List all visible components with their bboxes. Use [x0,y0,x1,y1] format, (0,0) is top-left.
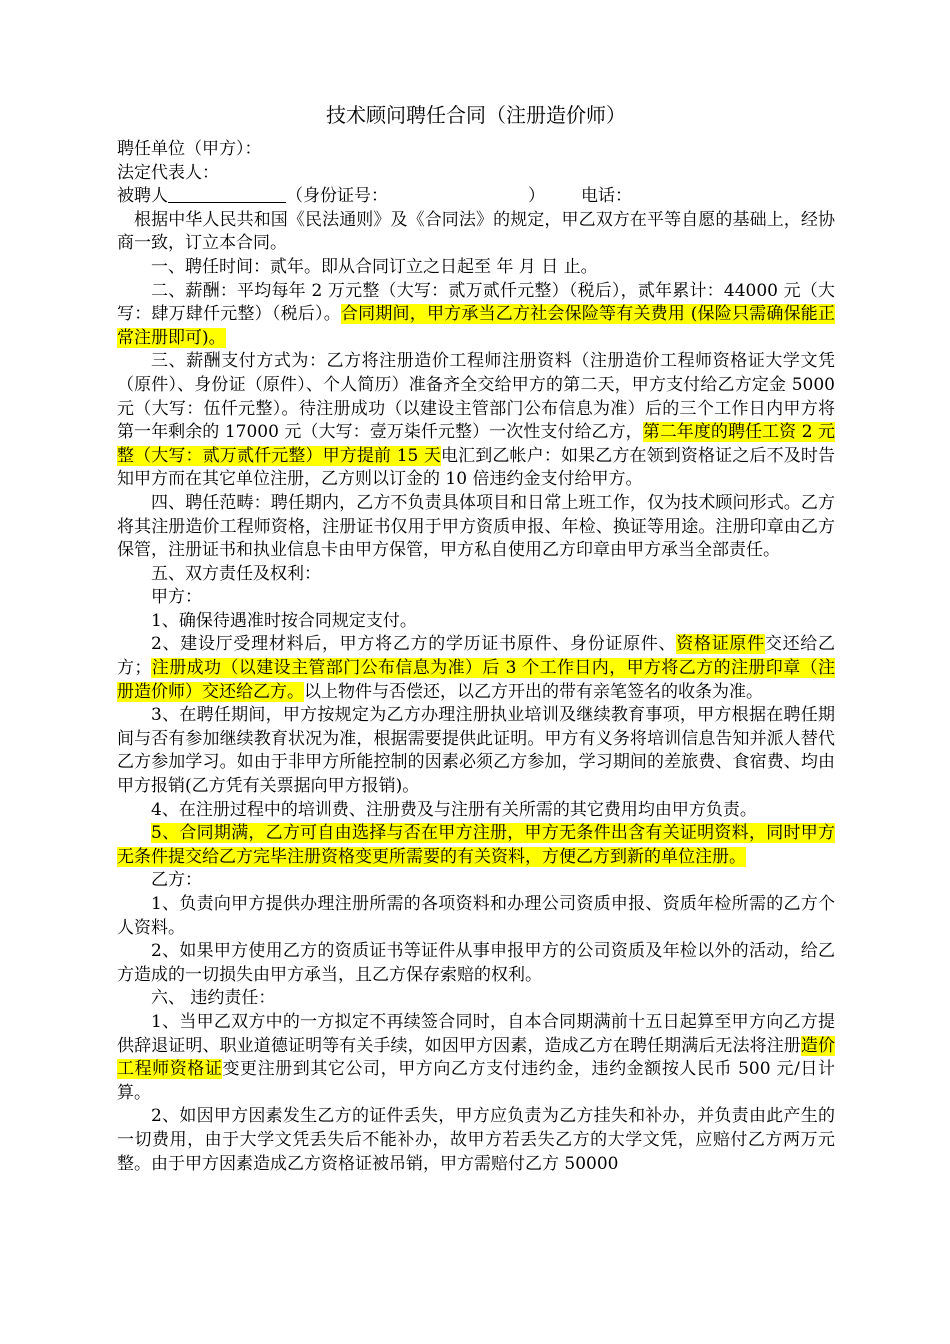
id-close: ） [528,186,545,207]
party-a-item-2-highlight-1: 资格证原件 [676,634,765,655]
party-b-item-1: 1、负责向甲方提供办理注册所需的各项资料和办理公司资质申报、资质年检所需的乙方个人资料。 [117,894,835,938]
section-1: 一、聘任时间：贰年。即从合同订立之日起至 年 月 日 止。 [151,256,598,277]
legal-rep-line: 法定代表人： [117,162,219,183]
section-2 [117,280,835,351]
party-a-item-2-text: 2、建设厅受理材料后，甲方将乙方的学历证书原件、身份证原件、 [151,634,677,655]
section-5-heading: 五、双方责任及权利： [151,563,321,584]
id-label: （身份证号： [286,186,388,207]
party-a-item-5 [117,822,835,869]
liability-item-2: 2、如因甲方因素发生乙方的证件丢失，甲方应负责为乙方挂失和补办，并负责由此产生的一切费用，由于大学文凭丢失后不能补办，故甲方若丢失乙方的大学文凭，应赔付乙方两万元整。由于甲方因素造成乙方资格证被吊销，甲方需赔付乙方 50000 [117,1106,835,1174]
party-a-heading: 甲方： [151,587,202,608]
employee-label: 被聘人 [117,186,168,207]
intro-paragraph: 根据中华人民共和国《民法通则》及《合同法》的规定，甲乙双方在平等自愿的基础上，经协商一致，订立本合同。 [117,209,835,254]
section-6-heading: 六、 违约责任： [151,988,276,1009]
section-3 [117,350,835,492]
liability-item-1-tail: 变更注册到其它公司，甲方向乙方支付违约金，违约金额按人民币 500 元/日计算。 [117,1059,835,1103]
party-a-item-1: 1、确保待遇准时按合同规定支付。 [151,610,417,631]
section-2-highlight: 合同期间，甲方承当乙方社会保险等有关费用 (保险只需确保能正常注册即可)。 [117,304,835,348]
party-a-item-5-highlight: 5、合同期满，乙方可自由选择与否在甲方注册，甲方无条件出含有关证明资料，同时甲方无条件提交给乙方完毕注册资格变更所需要的有关资料，方便乙方到新的单位注册。 [117,823,835,867]
employee-line [117,185,835,209]
liability-item-1-text: 1、当甲乙双方中的一方拟定不再续签合同时，自本合同期满前十五日起算至甲方向乙方提供辞退证明、职业道德证明等有关手续，如因甲方因素，造成乙方在聘任期满后无法将注册 [117,1011,835,1056]
party-b-item-2: 2、如果甲方使用乙方的资质证书等证件从事申报甲方的公司资质及年检以外的活动，给乙方造成的一切损失由甲方承当，且乙方保存索赔的权利。 [117,941,835,985]
party-a-item-3: 3、在聘任期间，甲方按规定为乙方办理注册执业培训及继续教育事项，甲方根据在聘任期间与否有参加继续教育状况为准，根据需要提供此证明。甲方有义务将培训信息告知并派人替代乙方参加学习。如由于非甲方所能控制的因素必须乙方参加，学习期间的差旅费、食宿费、均由甲方报销(乙方凭有关票据向甲方报销)。 [117,705,835,797]
liability-item-1 [117,1011,835,1105]
party-a-item-4: 4、在注册过程中的培训费、注册费及与注册有关所需的其它费用均由甲方负责。 [151,799,757,820]
employer-line: 聘任单位（甲方）： [117,139,262,159]
section-2-text: 二、薪酬：平均每年 2 万元整（大写：贰万贰仟元整）（税后），贰年累计：44000 元（大写：肆万肆仟元整）（税后）。 [117,280,835,325]
employee-blank [168,186,286,203]
party-a-item-2 [117,633,835,704]
section-4: 四、聘任范畴：聘任期内，乙方不负责具体项目和日常上班工作，仅为技术顾问形式。乙方将其注册造价工程师资格，注册证书仅用于甲方资质申报、年检、换证等用途。注册印章由乙方保管，注册证书和执业信息卡由甲方保管，甲方私自使用乙方印章由甲方承当全部责任。 [117,492,835,561]
liability-item-1-highlight: 造价工程师资格证 [117,1035,836,1080]
section-3-text: 三、薪酬支付方式为：乙方将注册造价工程师注册资料（注册造价工程师资格证大学文凭（原件）、身份证（原件）、个人简历）准备齐全交给甲方的第二天，甲方支付给乙方定金 5000 元（大写：伍仟元整）。待注册成功（以建设主管部门公布信息为准）后的三个工作日内甲方将第一年剩余的 17000 元（大写：壹万柒仟元整）一次性支付给乙方， [117,351,835,443]
section-3-highlight: 第二年度的聘任工资 2 元整（大写：贰万贰仟元整）甲方提前 15 天 [117,422,835,466]
section-3-tail: 电汇到乙帐户：如果乙方在领到资格证之后不及时告知甲方而在其它单位注册，乙方则以订金的 10 倍违约金支付给甲方。 [117,445,835,490]
party-a-item-2-highlight-2: 注册成功（以建设主管部门公布信息为准）后 3 个工作日内，甲方将乙方的注册印章（注册造价师）交还给乙方。 [117,658,836,702]
party-a-item-2-text-2: 交还给乙方； [117,634,836,679]
document-title: 技术顾问聘任合同（注册造价师） [326,103,626,127]
party-a-item-2-text-3: 以上物件与否偿还，以乙方开出的带有亲笔签名的收条为准。 [304,681,763,702]
phone-label: 电话： [581,186,632,207]
party-b-heading: 乙方： [151,870,202,891]
